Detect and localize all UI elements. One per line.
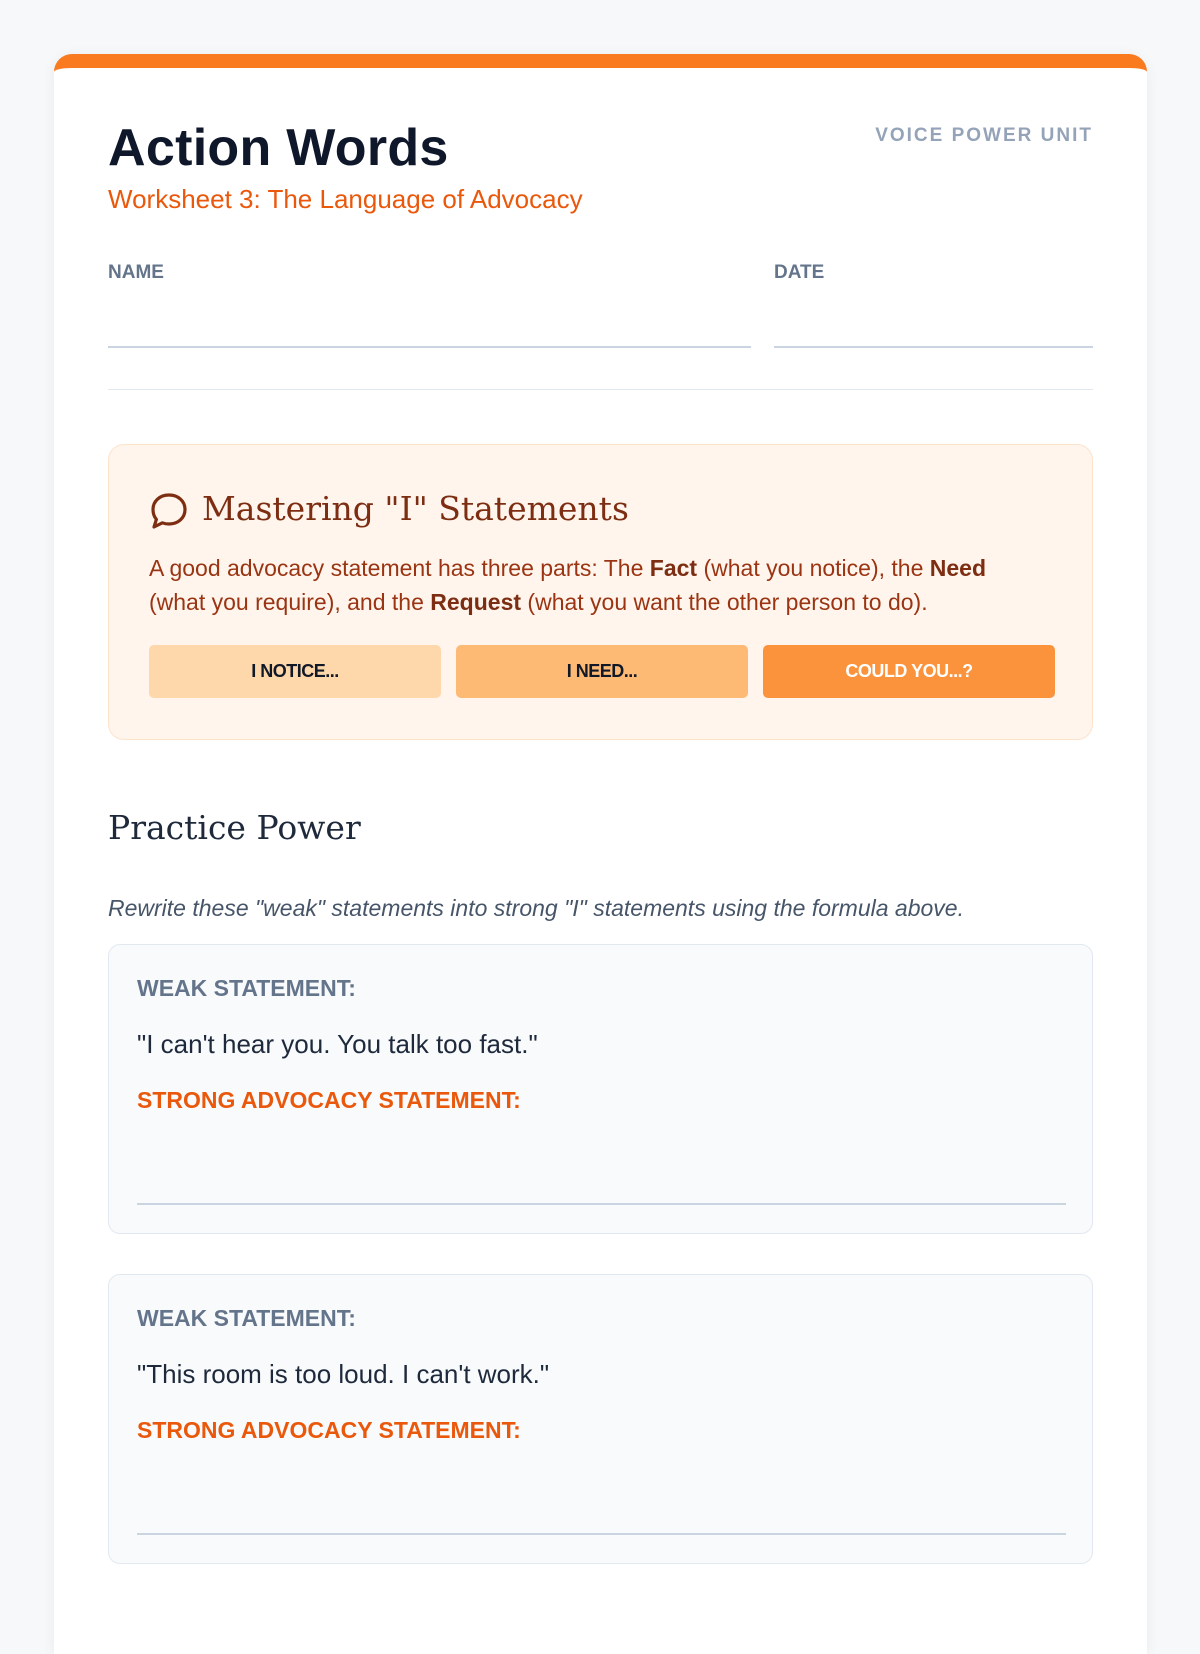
- speech-bubble-icon: [149, 491, 189, 531]
- header-divider: [108, 389, 1093, 390]
- step-chip-notice: I NOTICE...: [149, 645, 441, 698]
- weak-statement-label: WEAK STATEMENT:: [137, 975, 356, 1001]
- strong-statement-label: STRONG ADVOCACY STATEMENT:: [137, 1417, 521, 1443]
- name-field[interactable]: [108, 346, 751, 348]
- strong-statement-answer-line[interactable]: [137, 1533, 1066, 1535]
- weak-statement-text: "I can't hear you. You talk too fast.": [137, 1029, 538, 1059]
- term-request: Request: [430, 589, 522, 615]
- term-fact: Fact: [649, 555, 698, 581]
- weak-statement-label: WEAK STATEMENT:: [137, 1305, 356, 1331]
- exercise-card: [108, 1274, 1093, 1564]
- i-statements-callout: [108, 444, 1093, 740]
- callout-text: A good advocacy statement has three parts: The Fact (what you notice), the Need (what you require), and the Request (what you want the other person to do).: [149, 555, 987, 615]
- strong-statement-label: STRONG ADVOCACY STATEMENT:: [137, 1087, 521, 1113]
- callout-title: Mastering "I" Statements: [202, 489, 629, 528]
- worksheet-page: [54, 54, 1147, 1654]
- date-field[interactable]: [774, 346, 1093, 348]
- strong-statement-answer-line[interactable]: [137, 1203, 1066, 1205]
- exercise-card: [108, 944, 1093, 1234]
- instructions: Rewrite these "weak" statements into strong "I" statements using the formula above.: [108, 895, 964, 921]
- step-chip-need: I NEED...: [456, 645, 748, 698]
- page-title: Action Words: [108, 119, 449, 177]
- step-chip-request: COULD YOU...?: [763, 645, 1055, 698]
- page-subtitle: Worksheet 3: The Language of Advocacy: [108, 184, 583, 214]
- section-title: Practice Power: [108, 808, 361, 847]
- term-need: Need: [929, 555, 987, 581]
- weak-statement-text: "This room is too loud. I can't work.": [137, 1359, 550, 1389]
- name-label: NAME: [108, 262, 164, 283]
- date-label: DATE: [774, 262, 825, 283]
- unit-label: VOICE POWER UNIT: [875, 125, 1093, 146]
